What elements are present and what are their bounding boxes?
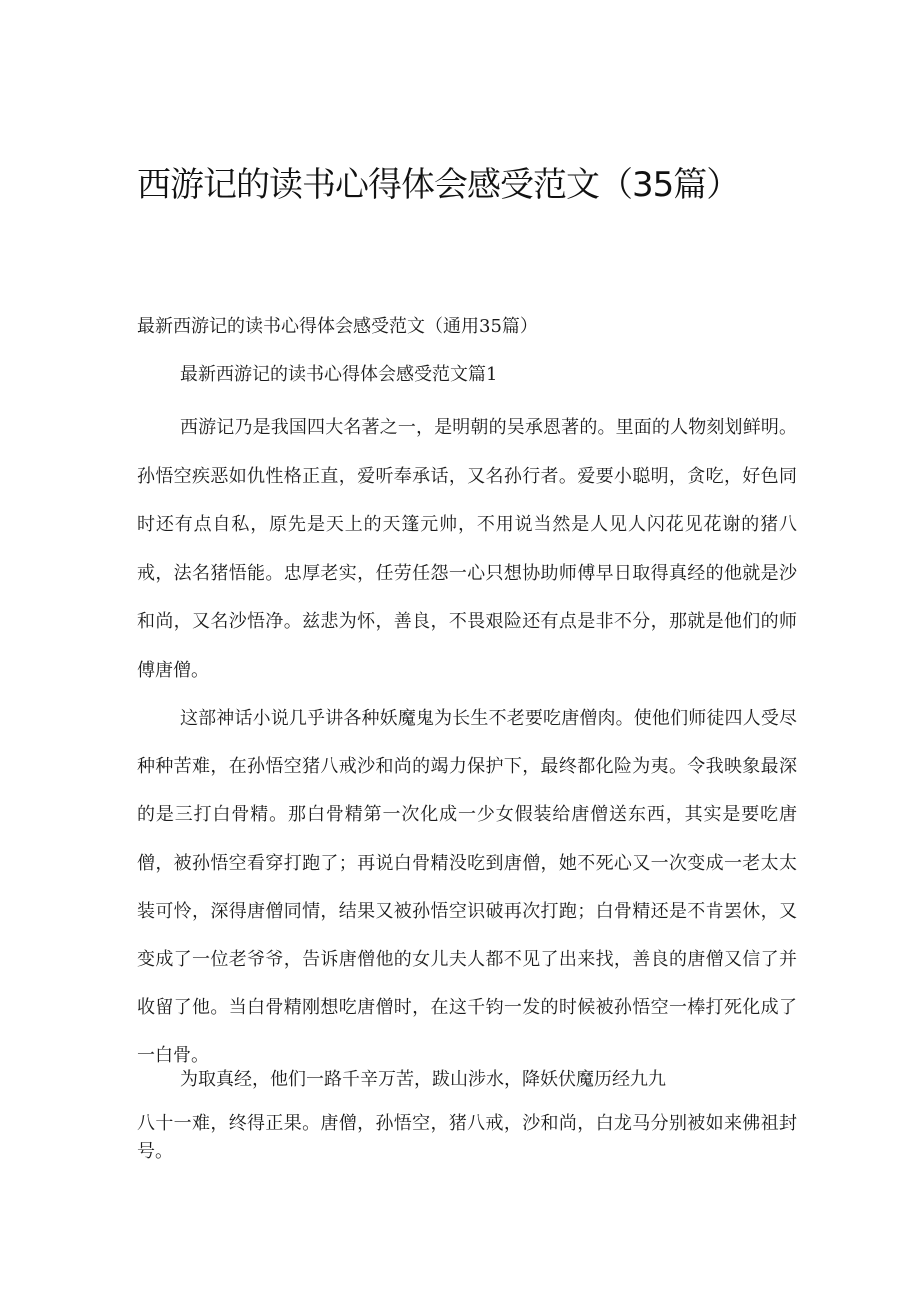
paragraph-3-line-1: 为取真经，他们一路千辛万苦，跋山涉水，降妖伏魔历经九九	[180, 1069, 666, 1090]
paragraph-1: 西游记乃是我国四大名著之一，是明朝的吴承恩著的。里面的人物刻划鲜明。孙悟空疾恶如仇性格正直，爱听奉承话，又名孙行者。爱要小聪明，贪吃，好色同时还有点自私，原先是天上的天篷元帅，不用说当然是人见人闪花见花谢的猪八戒，法名猪悟能。忠厚老实，任劳任怨一心只想协助师傅早日取得真经的他就是沙和尚，又名沙悟净。兹悲为怀，善良，不畏艰险还有点是非不分，那就是他们的师傅唐僧。	[137, 417, 797, 681]
document-title: 西游记的读书心得体会感受范文（35篇）	[137, 165, 740, 205]
section-heading: 最新西游记的读书心得体会感受范文篇1	[180, 364, 498, 385]
paragraph-3-continuation: 八十一难，终得正果。唐僧，孙悟空，猪八戒，沙和尚，白龙马分别被如来佛祖封号。	[137, 1113, 797, 1162]
paragraph-2: 这部神话小说几乎讲各种妖魔鬼为长生不老要吃唐僧肉。使他们师徒四人受尽种种苦难，在孙悟空猪八戒沙和尚的竭力保护下，最终都化险为夷。令我映象最深的是三打白骨精。那白骨精第一次化成一少女假装给唐僧送东西，其实是要吃唐僧，被孙悟空看穿打跑了；再说白骨精没吃到唐僧，她不死心又一次变成一老太太装可怜，深得唐僧同情，结果又被孙悟空识破再次打跑；白骨精还是不肯罢休，又变成了一位老爷爷，告诉唐僧他的女儿夫人都不见了出来找，善良的唐僧又信了并收留了他。当白骨精刚想吃唐僧时，在这千钧一发的时候被孙悟空一棒打死化成了一白骨。	[137, 708, 797, 1067]
document-subtitle: 最新西游记的读书心得体会感受范文（通用35篇）	[137, 316, 538, 337]
